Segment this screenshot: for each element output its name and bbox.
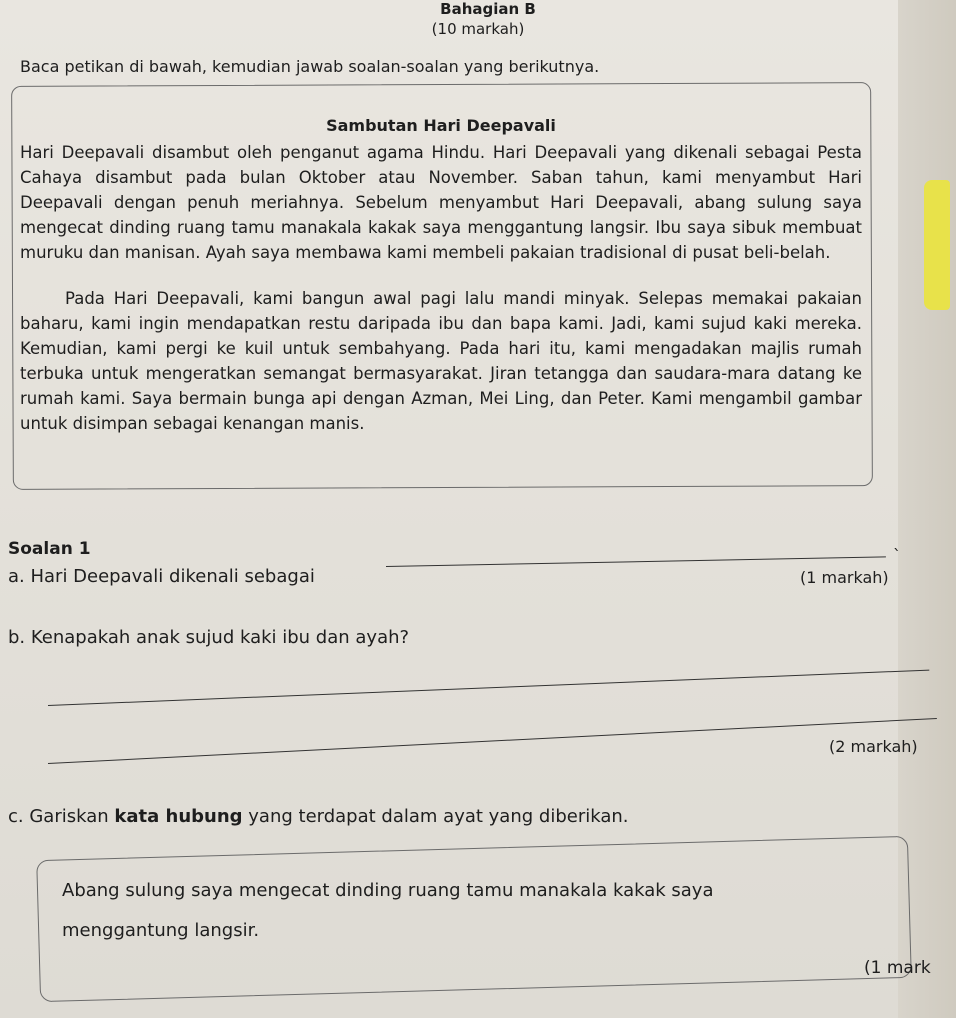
marks-c: (1 mark: [864, 958, 931, 978]
stray-mark: `: [893, 546, 901, 565]
question-heading: Soalan 1: [8, 539, 91, 559]
question-c-prefix: c. Gariskan: [8, 806, 115, 827]
question-c-keyword: kata hubung: [114, 806, 243, 827]
answer-line-a[interactable]: [386, 556, 886, 567]
question-c: [8, 806, 628, 827]
question-c-suffix: yang terdapat dalam ayat yang diberikan.: [242, 806, 629, 827]
question-a: a. Hari Deepavali dikenali sebagai: [8, 566, 315, 587]
sentence-line-1[interactable]: Abang sulung saya mengecat dinding ruang tamu manakala kakak saya: [62, 880, 714, 901]
passage-paragraph-2: Pada Hari Deepavali, kami bangun awal pagi lalu mandi minyak. Selepas memakai pakaian baharu, kami ingin mendapatkan restu daripada ibu dan bapa kami. Jadi, kami sujud kaki mereka. Kemudian, kami pergi ke kuil untuk sembahyang. Pada hari itu, kami mengadakan majlis rumah terbuka untuk mengeratkan semangat bermasyarakat. Jiran tetangga dan saudara-mara datang ke rumah kami. Saya bermain bunga api dengan Azman, Mei Ling, dan Peter. Kami mengambil gambar untuk disimpan sebagai kenangan manis.: [20, 289, 862, 433]
question-b: b. Kenapakah anak sujud kaki ibu dan ayah?: [8, 627, 410, 648]
highlighter-marker: [924, 180, 950, 310]
passage-title: Sambutan Hari Deepavali: [326, 116, 556, 135]
answer-line-b2[interactable]: [48, 718, 937, 764]
sentence-line-2[interactable]: menggantung langsir.: [62, 920, 260, 941]
answer-line-b1[interactable]: [48, 670, 929, 706]
passage-paragraph-1: Hari Deepavali disambut oleh penganut agama Hindu. Hari Deepavali yang dikenali sebagai Pesta Cahaya disambut pada bulan Oktober atau November. Saban tahun, kami menyambut Hari Deepavali dengan penuh meriahnya. Sebelum menyambut Hari Deepavali, abang sulung saya mengecat dinding ruang tamu manakala kakak saya menggantung langsir. Ibu saya sibuk membuat muruku dan manisan. Ayah saya membawa kami membeli pakaian tradisional di pusat beli-belah.: [20, 143, 862, 262]
section-title: Bahagian B: [440, 0, 536, 18]
total-marks: (10 markah): [431, 20, 525, 38]
marks-a: (1 markah): [800, 568, 889, 587]
instruction-text: Baca petikan di bawah, kemudian jawab soalan-soalan yang berikutnya.: [20, 57, 600, 76]
marks-b: (2 markah): [829, 737, 918, 756]
